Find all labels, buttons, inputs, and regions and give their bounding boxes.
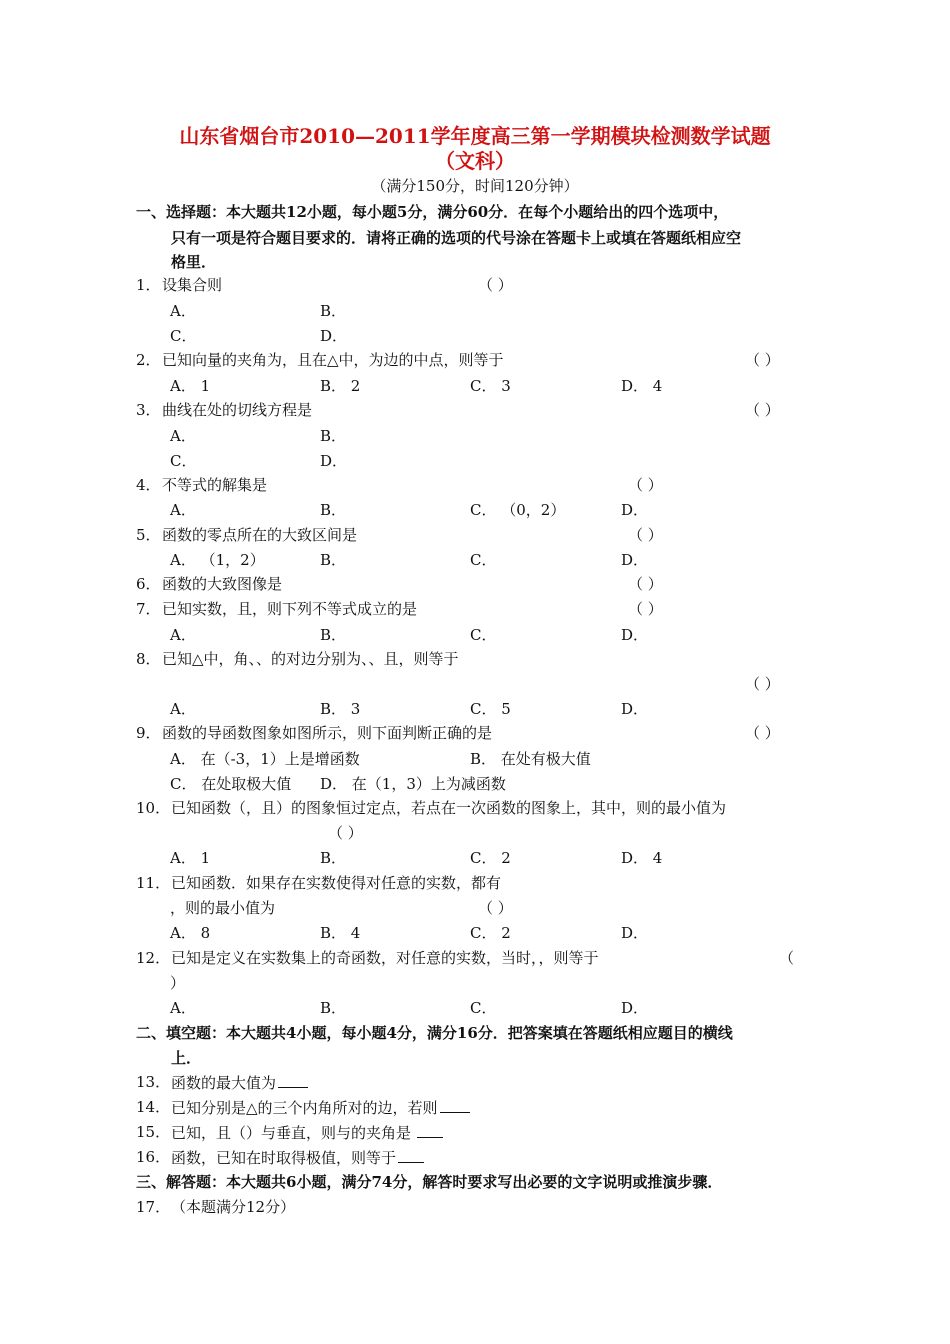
question-number: 8． [136, 650, 161, 668]
question-text: 函数的大致图像是 [162, 575, 283, 593]
question-text [171, 1073, 308, 1092]
question-text: 已知函数．如果存在实数使得对任意的实数，都有 [171, 874, 502, 892]
question-number: 9． [136, 724, 161, 742]
option-b: B． [320, 427, 347, 445]
option-c: C． 在处取极大值 [170, 775, 292, 793]
option-b: B． [320, 551, 347, 569]
question-text-line2: ，则的最小值为 [170, 899, 276, 917]
question-text: 已知函数（，且）的图象恒过定点，若点在一次函数的图象上，其中，则的最小值为 [171, 799, 727, 817]
question-text: 已知实数，且，则下列不等式成立的是 [162, 600, 418, 618]
question-text [171, 1098, 470, 1117]
option-a: A． 1 [170, 849, 211, 867]
option-b: B． 3 [320, 700, 361, 718]
answer-blank[interactable] [278, 1073, 308, 1088]
option-a: A． [170, 302, 196, 320]
answer-bracket: （ ） [745, 675, 780, 693]
question-text-content: 函数的最大值为 [171, 1074, 277, 1092]
question-text: 已知是定义在实数集上的奇函数，对任意的实数，当时，，则等于 [171, 949, 599, 967]
option-c: C． 3 [470, 377, 511, 395]
option-b: B． [320, 626, 347, 644]
question-number: 4． [136, 476, 161, 494]
question-number: 15． [136, 1123, 171, 1141]
answer-bracket: （ ） [745, 351, 780, 369]
option-a: A． 8 [170, 924, 211, 942]
option-d: D． [621, 700, 649, 718]
option-c: C． [470, 551, 497, 569]
option-b: B． [320, 302, 347, 320]
answer-bracket: （ ） [745, 724, 780, 742]
question-text-content: 函数，已知在时取得极值，则等于 [171, 1149, 397, 1167]
question-number: 5． [136, 526, 161, 544]
option-d: D． [621, 999, 649, 1017]
question-text: 设集合则 [162, 276, 223, 294]
answer-bracket-close: ） [170, 974, 186, 992]
option-c: C． （0，2） [470, 501, 566, 519]
page-title: 山东省烟台市2010—2011学年度高三第一学期模块检测数学试题 [179, 124, 771, 148]
option-b: B． [320, 999, 347, 1017]
answer-blank[interactable] [440, 1098, 470, 1113]
answer-bracket: （ ） [628, 600, 663, 618]
option-c: C． 2 [470, 849, 511, 867]
answer-bracket: （ ） [478, 899, 513, 917]
answer-bracket: （ ） [478, 276, 513, 294]
question-number: 12． [136, 949, 171, 967]
option-b: B． [320, 849, 347, 867]
option-b: B． 在处有极大值 [470, 750, 591, 768]
option-d: D． 4 [621, 849, 663, 867]
question-text: 已知向量的夹角为，且在△中，为边的中点，则等于 [162, 351, 504, 369]
option-d: D． [320, 452, 348, 470]
question-text-content: 已知分别是△的三个内角所对的边，若则 [171, 1099, 438, 1117]
section1-heading: 一、选择题：本大题共12小题，每小题5分，满分60分．在每个小题给出的四个选项中， [136, 203, 729, 221]
option-a: A． 1 [170, 377, 211, 395]
section1-heading-line3: 格里． [171, 253, 217, 271]
option-c: C． [170, 327, 197, 345]
question-number: 11． [136, 874, 171, 892]
option-a: A． [170, 626, 196, 644]
question-text: 曲线在处的切线方程是 [162, 401, 313, 419]
option-a: A． [170, 700, 196, 718]
page-subtitle: （文科） [435, 149, 515, 173]
question-text-content: 已知，且（）与垂直，则与的夹角是 [171, 1124, 412, 1142]
option-d: D． [621, 924, 649, 942]
question-text: 已知△中，角、、的对边分别为、、且，则等于 [162, 650, 459, 668]
answer-bracket: （ ） [628, 476, 663, 494]
option-d: D． [621, 501, 649, 519]
question-text: 不等式的解集是 [162, 476, 268, 494]
option-a: A． [170, 999, 196, 1017]
option-a: A． （1，2） [170, 551, 265, 569]
option-a: A． 在（-3，1）上是增函数 [170, 750, 360, 768]
option-d: D． 在（1，3）上为减函数 [320, 775, 506, 793]
question-number: 16． [136, 1148, 171, 1166]
section2-heading: 二、填空题：本大题共4小题，每小题4分，满分16分．把答案填在答题纸相应题目的横线 [136, 1024, 733, 1042]
question-text: 函数的零点所在的大致区间是 [162, 526, 358, 544]
question-text [171, 1123, 443, 1142]
question-number: 14． [136, 1098, 171, 1116]
answer-bracket: （ ） [628, 526, 663, 544]
question-number: 3． [136, 401, 161, 419]
option-a: A． [170, 501, 196, 519]
question-text: （本题满分12分） [171, 1198, 296, 1216]
answer-bracket-open: （ [779, 949, 795, 967]
question-number: 10． [136, 799, 171, 817]
option-c: C． 2 [470, 924, 511, 942]
option-c: C． 5 [470, 700, 511, 718]
answer-blank[interactable] [417, 1123, 443, 1138]
answer-bracket: （ ） [328, 824, 363, 842]
option-d: D． 4 [621, 377, 663, 395]
question-number: 13． [136, 1073, 171, 1091]
option-d: D． [621, 551, 649, 569]
question-text: 函数的导函数图象如图所示，则下面判断正确的是 [162, 724, 493, 742]
section3-heading: 三、解答题：本大题共6小题，满分74分，解答时要求写出必要的文字说明或推演步骤． [136, 1173, 723, 1191]
option-d: D． [621, 626, 649, 644]
option-c: C． [170, 452, 197, 470]
answer-blank[interactable] [398, 1148, 424, 1163]
option-c: C． [470, 999, 497, 1017]
question-number: 2． [136, 351, 161, 369]
question-number: 6． [136, 575, 161, 593]
question-number: 1． [136, 276, 161, 294]
question-text [171, 1148, 424, 1167]
answer-bracket: （ ） [745, 401, 780, 419]
section2-heading-line2: 上． [171, 1049, 202, 1067]
option-b: B． 2 [320, 377, 361, 395]
question-number: 17． [136, 1198, 171, 1216]
option-d: D． [320, 327, 348, 345]
question-number: 7． [136, 600, 161, 618]
option-c: C． [470, 626, 497, 644]
option-b: B． 4 [320, 924, 361, 942]
section1-heading-line2: 只有一项是符合题目要求的．请将正确的选项的代号涂在答题卡上或填在答题纸相应空 [171, 229, 742, 247]
exam-info: （满分150分，时间120分钟） [371, 177, 579, 195]
option-a: A． [170, 427, 196, 445]
option-b: B． [320, 501, 347, 519]
answer-bracket: （ ） [628, 575, 663, 593]
